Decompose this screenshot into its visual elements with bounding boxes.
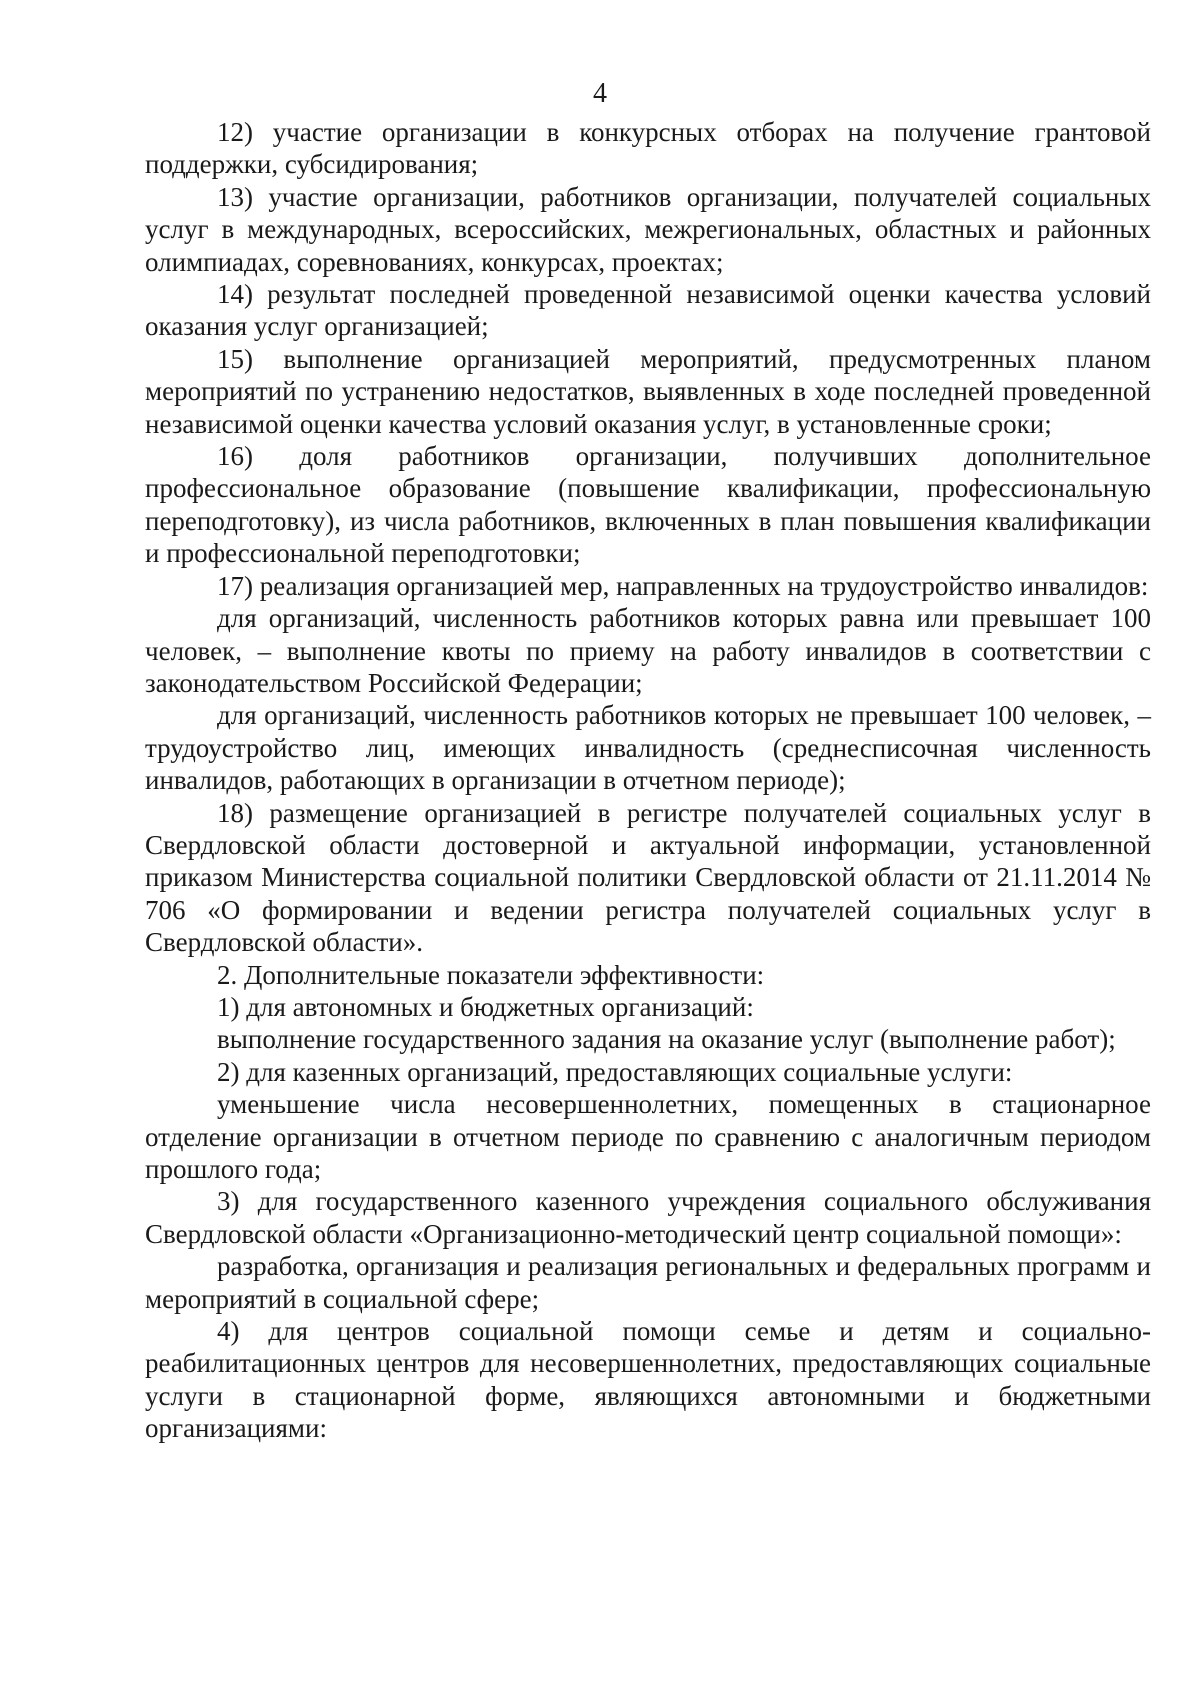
paragraph-2-2: 2) для казенных организаций, предоставляющих социальные услуги: — [217, 1056, 1013, 1087]
paragraph-2-1: 1) для автономных и бюджетных организаций: — [217, 991, 754, 1022]
paragraph-2-3: 3) для государственного казенного учреждения социального обслуживания Свердловской области «Организационно-методический центр социальной помощи»: — [145, 1186, 1151, 1249]
paragraph-item-14: 14) результат последней проведенной независимой оценки качества условий оказания услуг организацией; — [145, 279, 1151, 342]
paragraph-17-small-orgs: для организаций, численность работников которых не превышает 100 человек, – трудоустройство лиц, имеющих инвалидность (среднесписочная численность инвалидов, работающих в организации в отчетном периоде); — [145, 700, 1151, 796]
paragraph-item-15: 15) выполнение организацией мероприятий, предусмотренных планом мероприятий по устранению недостатков, выявленных в ходе последней проведенной независимой оценки качества условий оказания услуг, в установленные сроки; — [145, 343, 1151, 439]
paragraph-item-18: 18) размещение организацией в регистре получателей социальных услуг в Свердловской области достоверной и актуальной информации, установленной приказом Министерства социальной политики Свердловской области от 21.11.2014 № 706 «О формировании и ведении регистра получателей социальных услуг в Свердловской области». — [145, 797, 1151, 958]
paragraph-2-2-detail: уменьшение числа несовершеннолетних, помещенных в стационарное отделение организации в отчетном периоде по сравнению с аналогичным периодом прошлого года; — [145, 1089, 1151, 1184]
page-number: 4 — [593, 78, 607, 109]
paragraph-2-3-detail: разработка, организация и реализация региональных и федеральных программ и мероприятий в социальной сфере; — [145, 1251, 1151, 1314]
paragraph-item-13: 13) участие организации, работников организации, получателей социальных услуг в международных, всероссийских, межрегиональных, областных и районных олимпиадах, соревнованиях, конкурсах, проектах; — [145, 181, 1151, 277]
paragraph-2-4: 4) для центров социальной помощи семье и детям и социально-реабилитационных центров для несовершеннолетних, предоставляющих социальные услуги в стационарной форме, являющихся автономными и бюджетными организациями: — [145, 1316, 1151, 1444]
section-2-heading: 2. Дополнительные показатели эффективности: — [217, 959, 765, 990]
paragraph-item-12: 12) участие организации в конкурсных отборах на получение грантовой поддержки, субсидирования; — [145, 117, 1151, 180]
document-body — [145, 116, 1151, 1445]
paragraph-2-1-detail: выполнение государственного задания на оказание услуг (выполнение работ); — [217, 1024, 1116, 1055]
paragraph-17-large-orgs: для организаций, численность работников которых равна или превышает 100 человек, – выполнение квоты по приему на работу инвалидов в соответствии с законодательством Российской Федерации; — [145, 603, 1151, 698]
paragraph-item-16: 16) доля работников организации, получивших дополнительное профессиональное образование (повышение квалификации, профессиональную переподготовку), из числа работников, включенных в план повышения квалификации и профессиональной переподготовки; — [145, 441, 1151, 569]
paragraph-item-17: 17) реализация организацией мер, направленных на трудоустройство инвалидов: — [217, 570, 1149, 601]
